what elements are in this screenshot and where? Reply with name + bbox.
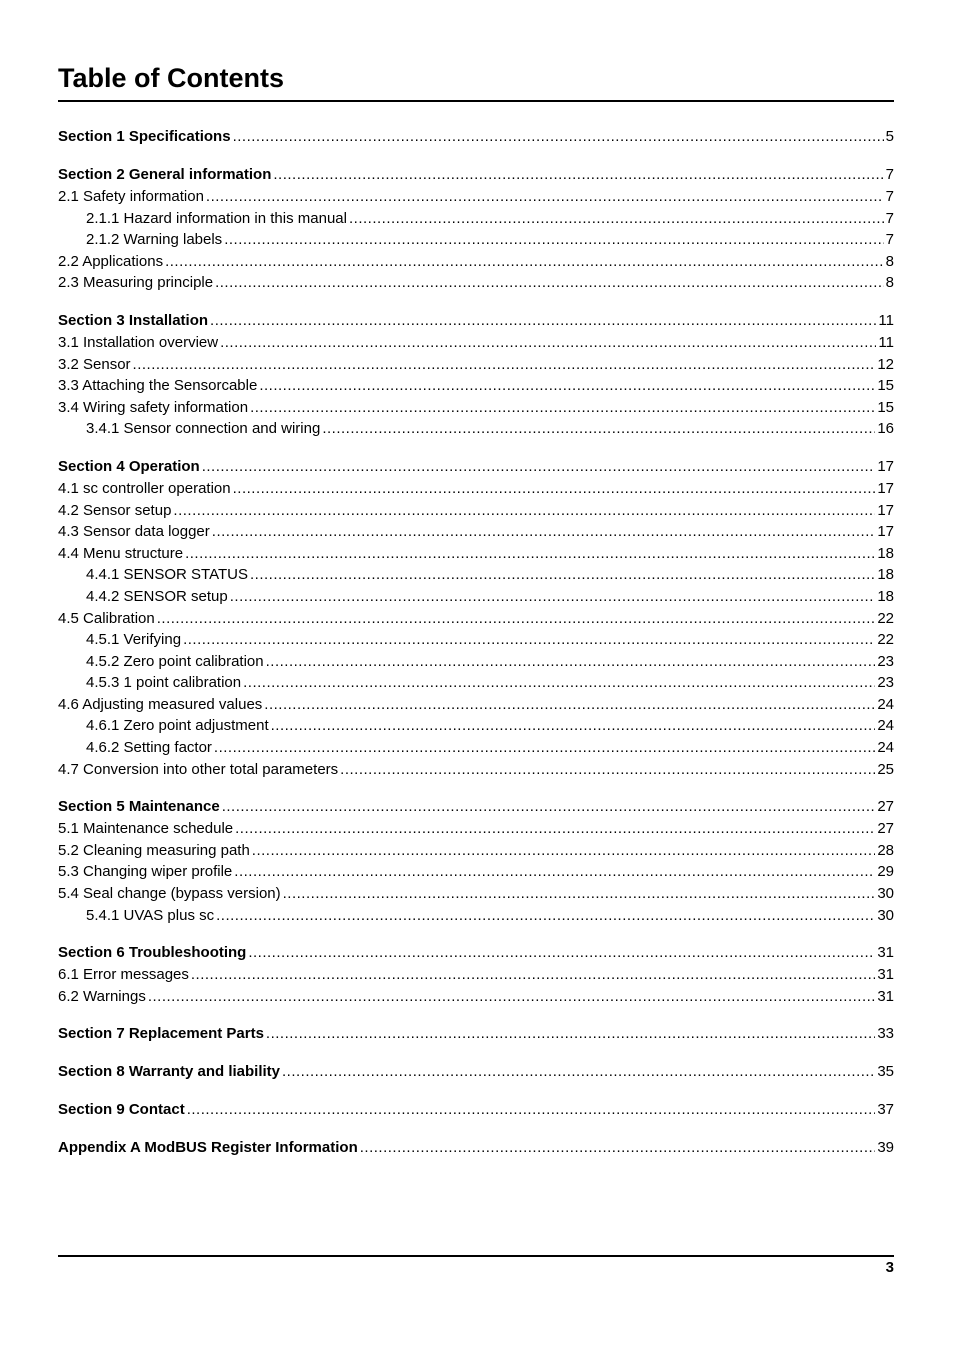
toc-entry-2-1[interactable]	[58, 186, 894, 208]
toc-entry-4-6-1[interactable]	[58, 715, 894, 737]
toc-label: 3.4.1 Sensor connection and wiring	[86, 420, 321, 438]
title-divider	[58, 100, 894, 102]
toc-page-number: 31	[877, 944, 894, 962]
toc-entry-3-4[interactable]	[58, 397, 894, 419]
toc-page-number: 37	[877, 1101, 894, 1119]
toc-entry-3-3[interactable]	[58, 375, 894, 397]
toc-section-6[interactable]	[58, 942, 894, 964]
toc-label: 4.6 Adjusting measured values	[58, 695, 263, 713]
toc-page-number: 30	[877, 906, 894, 924]
toc-label: Section 5 Maintenance	[58, 798, 220, 816]
toc-entry-2-1-1[interactable]	[58, 208, 894, 230]
toc-entry-5-1[interactable]	[58, 818, 894, 840]
toc-label: 5.4.1 UVAS plus sc	[86, 906, 215, 924]
toc-label: 3.1 Installation overview	[58, 333, 219, 351]
toc-entry-4-1[interactable]	[58, 478, 894, 500]
toc-page-number: 15	[877, 398, 894, 416]
dot-leader	[233, 126, 884, 148]
toc-label: Section 6 Troubleshooting	[58, 944, 247, 962]
dot-leader	[266, 651, 876, 673]
dot-leader	[322, 418, 875, 440]
toc-section-3[interactable]	[58, 310, 894, 332]
toc-page-number: 33	[877, 1025, 894, 1043]
toc-label: 2.1 Safety information	[58, 188, 204, 205]
dot-leader	[187, 1099, 876, 1121]
toc-label: 4.6.1 Zero point adjustment	[86, 717, 269, 735]
dot-leader	[173, 500, 875, 522]
page-title: Table of Contents	[58, 63, 284, 93]
toc-entry-4-2[interactable]	[58, 500, 894, 522]
dot-leader	[273, 164, 883, 186]
toc-page-number: 30	[877, 885, 894, 903]
toc-entry-5-4[interactable]	[58, 883, 894, 905]
toc-entry-4-4-1[interactable]	[58, 564, 894, 586]
dot-leader	[214, 737, 875, 759]
dot-leader	[235, 818, 875, 840]
toc-appendix-a[interactable]	[58, 1137, 894, 1159]
dot-leader	[157, 608, 876, 630]
toc-page-number: 12	[877, 355, 894, 373]
dot-leader	[264, 694, 875, 716]
toc-label: 2.1.1 Hazard information in this manual	[86, 209, 347, 227]
dot-leader	[250, 564, 875, 586]
toc-label: Section 9 Contact	[58, 1101, 185, 1119]
toc-page-number: 8	[885, 252, 894, 270]
page-number: 3	[885, 1259, 894, 1276]
toc-label: 3.2 Sensor	[58, 355, 131, 373]
toc-page-number: 17	[877, 479, 894, 497]
toc-page-number: 24	[877, 695, 894, 713]
toc-entry-2-1-2[interactable]	[58, 229, 894, 251]
toc-page-number: 24	[877, 717, 894, 735]
dot-leader	[233, 478, 876, 500]
dot-leader	[252, 840, 876, 862]
toc-label: Section 1 Specifications	[58, 128, 231, 145]
toc-label: 5.3 Changing wiper profile	[58, 863, 233, 881]
dot-leader	[243, 672, 875, 694]
toc-label: 3.3 Attaching the Sensorcable	[58, 377, 258, 395]
dot-leader	[133, 354, 876, 376]
dot-leader	[224, 229, 883, 251]
toc-page-number: 5	[885, 128, 894, 145]
toc-page-number: 25	[877, 760, 894, 778]
toc-label: 5.1 Maintenance schedule	[58, 820, 234, 838]
footer-divider	[58, 1255, 894, 1257]
toc-label: 4.4.2 SENSOR setup	[86, 587, 228, 605]
dot-leader	[250, 397, 875, 419]
toc-label: Section 3 Installation	[58, 311, 209, 329]
toc-label: 4.1 sc controller operation	[58, 479, 231, 497]
toc-section-1[interactable]	[58, 126, 894, 148]
toc-page-number: 7	[885, 209, 894, 227]
toc-entry-2-3[interactable]	[58, 272, 894, 294]
toc-page-number: 18	[877, 544, 894, 562]
toc-label: 2.1.2 Warning labels	[86, 231, 223, 249]
toc-section-4[interactable]	[58, 456, 894, 478]
toc-page-number: 35	[877, 1063, 894, 1081]
toc-page-number: 7	[885, 188, 894, 205]
toc-label: 4.2 Sensor setup	[58, 501, 172, 519]
toc-label: Appendix A ModBUS Register Information	[58, 1139, 358, 1157]
toc-page-number: 17	[877, 457, 894, 475]
toc-page-number: 7	[885, 166, 894, 183]
toc-page-number: 18	[877, 587, 894, 605]
toc-entry-4-5-1[interactable]	[58, 629, 894, 651]
toc-label: 4.4.1 SENSOR STATUS	[86, 566, 248, 584]
toc-page-number: 15	[877, 377, 894, 395]
dot-leader	[215, 272, 884, 294]
toc-label: 6.2 Warnings	[58, 987, 146, 1005]
toc-page-number: 11	[878, 311, 894, 329]
dot-leader	[230, 586, 876, 608]
toc-label: 3.4 Wiring safety information	[58, 398, 249, 416]
toc-label: 5.4 Seal change (bypass version)	[58, 885, 281, 903]
toc-entry-4-5-2[interactable]	[58, 651, 894, 673]
toc-section-9[interactable]	[58, 1099, 894, 1121]
toc-page-number: 31	[877, 966, 894, 984]
toc-page-number: 39	[877, 1139, 894, 1157]
toc-page-number: 31	[877, 987, 894, 1005]
dot-leader	[248, 942, 875, 964]
toc-label: 4.7 Conversion into other total parameters	[58, 760, 339, 778]
toc-page-number: 23	[877, 674, 894, 692]
toc-page-number: 29	[877, 863, 894, 881]
table-of-contents	[58, 126, 894, 1159]
toc-label: Section 2 General information	[58, 166, 272, 183]
toc-label: 2.3 Measuring principle	[58, 274, 214, 292]
dot-leader	[349, 208, 884, 230]
toc-label: 4.6.2 Setting factor	[86, 739, 212, 757]
toc-label: Section 8 Warranty and liability	[58, 1063, 280, 1081]
toc-label: 4.3 Sensor data logger	[58, 523, 210, 541]
dot-leader	[148, 986, 875, 1008]
toc-page-number: 18	[877, 566, 894, 584]
toc-page-number: 17	[877, 501, 894, 519]
toc-entry-4-7[interactable]	[58, 759, 894, 781]
dot-leader	[183, 629, 875, 651]
toc-page-number: 27	[877, 820, 894, 838]
dot-leader	[259, 375, 875, 397]
toc-page-number: 22	[877, 631, 894, 649]
dot-leader	[282, 1061, 875, 1083]
dot-leader	[283, 883, 876, 905]
toc-entry-4-3[interactable]	[58, 521, 894, 543]
toc-entry-6-2[interactable]	[58, 986, 894, 1008]
toc-entry-4-4[interactable]	[58, 543, 894, 565]
toc-label: 4.5.2 Zero point calibration	[86, 652, 264, 670]
toc-page-number: 28	[877, 841, 894, 859]
toc-label: 6.1 Error messages	[58, 966, 189, 984]
dot-leader	[271, 715, 876, 737]
toc-entry-3-4-1[interactable]	[58, 418, 894, 440]
dot-leader	[340, 759, 875, 781]
toc-entry-5-4-1[interactable]	[58, 905, 894, 927]
toc-page-number: 22	[877, 609, 894, 627]
toc-entry-6-1[interactable]	[58, 964, 894, 986]
toc-entry-5-3[interactable]	[58, 861, 894, 883]
dot-leader	[185, 543, 875, 565]
toc-entry-4-5-3[interactable]	[58, 672, 894, 694]
dot-leader	[191, 964, 875, 986]
toc-label: 2.2 Applications	[58, 252, 164, 270]
dot-leader	[216, 905, 875, 927]
toc-page-number: 24	[877, 739, 894, 757]
dot-leader	[360, 1137, 876, 1159]
toc-entry-4-6[interactable]	[58, 694, 894, 716]
toc-page-number: 11	[878, 333, 894, 351]
dot-leader	[165, 251, 884, 273]
toc-page-number: 7	[885, 231, 894, 249]
toc-entry-3-2[interactable]	[58, 354, 894, 376]
toc-section-7[interactable]	[58, 1023, 894, 1045]
toc-entry-4-4-2[interactable]	[58, 586, 894, 608]
toc-label: 4.4 Menu structure	[58, 544, 184, 562]
toc-label: 5.2 Cleaning measuring path	[58, 841, 250, 859]
toc-section-8[interactable]	[58, 1061, 894, 1083]
toc-label: Section 4 Operation	[58, 457, 200, 475]
toc-page-number: 16	[877, 420, 894, 438]
toc-page-number: 17	[877, 523, 894, 541]
toc-label: 4.5 Calibration	[58, 609, 155, 627]
dot-leader	[222, 796, 876, 818]
dot-leader	[212, 521, 876, 543]
toc-section-2[interactable]	[58, 164, 894, 186]
toc-entry-3-1[interactable]	[58, 332, 894, 354]
toc-label: Section 7 Replacement Parts	[58, 1025, 264, 1043]
dot-leader	[206, 186, 884, 208]
dot-leader	[202, 456, 876, 478]
dot-leader	[234, 861, 875, 883]
toc-page-number: 23	[877, 652, 894, 670]
toc-entry-2-2[interactable]	[58, 251, 894, 273]
toc-label: 4.5.3 1 point calibration	[86, 674, 242, 692]
toc-entry-5-2[interactable]	[58, 840, 894, 862]
dot-leader	[266, 1023, 875, 1045]
dot-leader	[220, 332, 876, 354]
toc-entry-4-5[interactable]	[58, 608, 894, 630]
dot-leader	[210, 310, 876, 332]
toc-page-number: 27	[877, 798, 894, 816]
toc-page-number: 8	[885, 274, 894, 292]
toc-entry-4-6-2[interactable]	[58, 737, 894, 759]
toc-label: 4.5.1 Verifying	[86, 631, 182, 649]
toc-section-5[interactable]	[58, 796, 894, 818]
